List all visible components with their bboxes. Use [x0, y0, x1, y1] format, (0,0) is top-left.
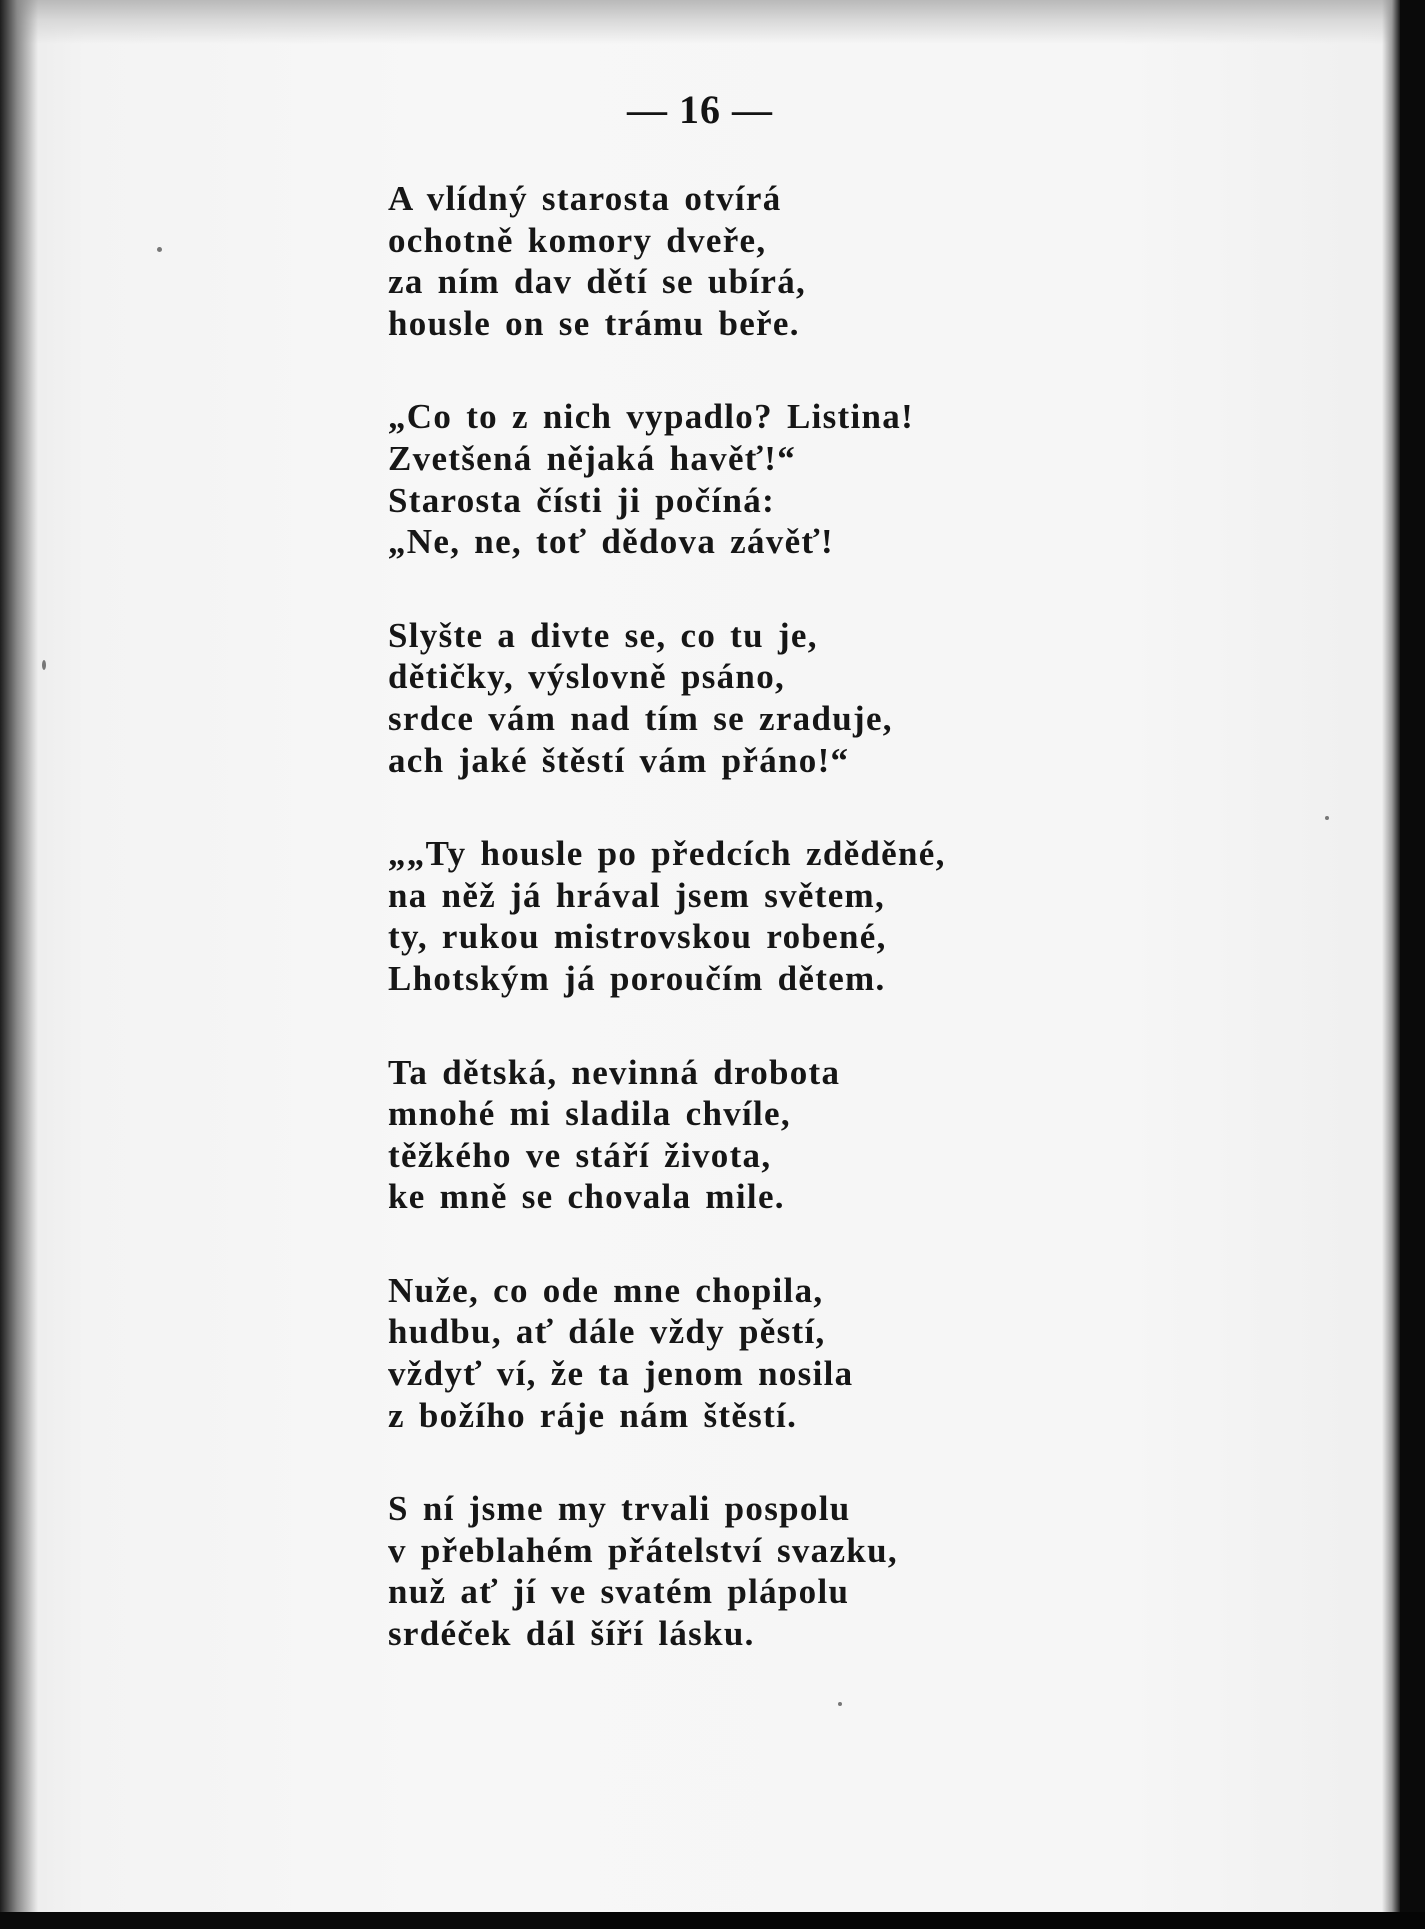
poem-line: z božího ráje nám štěstí.	[388, 1395, 798, 1435]
scan-speck	[157, 247, 162, 252]
poem-line: mnohé mi sladila chvíle,	[388, 1094, 791, 1134]
scan-speck	[42, 660, 46, 670]
poem-line: ochotně komory dveře,	[388, 220, 767, 260]
poem-line: ty, rukou mistrovskou robené,	[388, 917, 887, 957]
poem-line: Nuže, co ode mne chopila,	[388, 1270, 824, 1310]
stanza-7	[388, 1488, 1088, 1654]
poem-line: srdéček dál šíří lásku.	[388, 1614, 755, 1654]
poem-line: hudbu, ať dále vždy pěstí,	[388, 1312, 826, 1352]
poem-line: Lhotským já poroučím dětem.	[388, 958, 886, 998]
poem-line: těžkého ve stáří života,	[388, 1135, 772, 1175]
poem-line: S ní jsme my trvali pospolu	[388, 1489, 851, 1529]
poem-line: dětičky, výslovně psáno,	[388, 657, 786, 697]
poem-line: ke mně se chovala mile.	[388, 1177, 785, 1217]
page-number: — 16 —	[627, 87, 773, 132]
poem-line: v přeblahém přátelství svazku,	[388, 1530, 898, 1570]
poem-line: „„Ty housle po předcích zděděné,	[388, 834, 946, 874]
scan-left-shadow	[0, 0, 38, 1912]
poem-line: A vlídný starosta otvírá	[388, 179, 782, 218]
poem-line: za ním dav dětí se ubírá,	[388, 262, 807, 302]
stanza-1	[388, 178, 1088, 344]
scan-speck	[1325, 816, 1329, 820]
scan-right-edge	[1382, 0, 1400, 1912]
stanza-2	[388, 396, 1088, 562]
poem-line: vždyť ví, že ta jenom nosila	[388, 1354, 854, 1394]
stanza-3	[388, 615, 1088, 781]
poem-line: housle on se trámu beře.	[388, 303, 800, 343]
poem-line: Starosta čísti ji počíná:	[388, 480, 776, 520]
poem-line: Ta dětská, nevinná drobota	[388, 1052, 841, 1092]
poem-line: „Co to z nich vypadlo? Listina!	[388, 397, 915, 437]
stanza-4	[388, 833, 1088, 999]
poem-line: na něž já hrával jsem světem,	[388, 875, 886, 915]
stanza-6	[388, 1270, 1088, 1436]
poem-text	[388, 178, 1088, 1707]
poem-line: srdce vám nad tím se zraduje,	[388, 698, 893, 738]
poem-line: „Ne, ne, toť dědova závěť!	[388, 522, 834, 562]
scan-bottom-border	[590, 1912, 1425, 1929]
poem-line: Zvetšená nějaká havěť!“	[388, 438, 797, 478]
poem-line: ach jaké štěstí vám přáno!“	[388, 740, 850, 780]
poem-line: Slyšte a divte se, co tu je,	[388, 615, 818, 655]
poem-line: nuž ať jí ve svatém plápolu	[388, 1572, 850, 1612]
scan-top-shadow	[0, 0, 1400, 44]
stanza-5	[388, 1052, 1088, 1218]
